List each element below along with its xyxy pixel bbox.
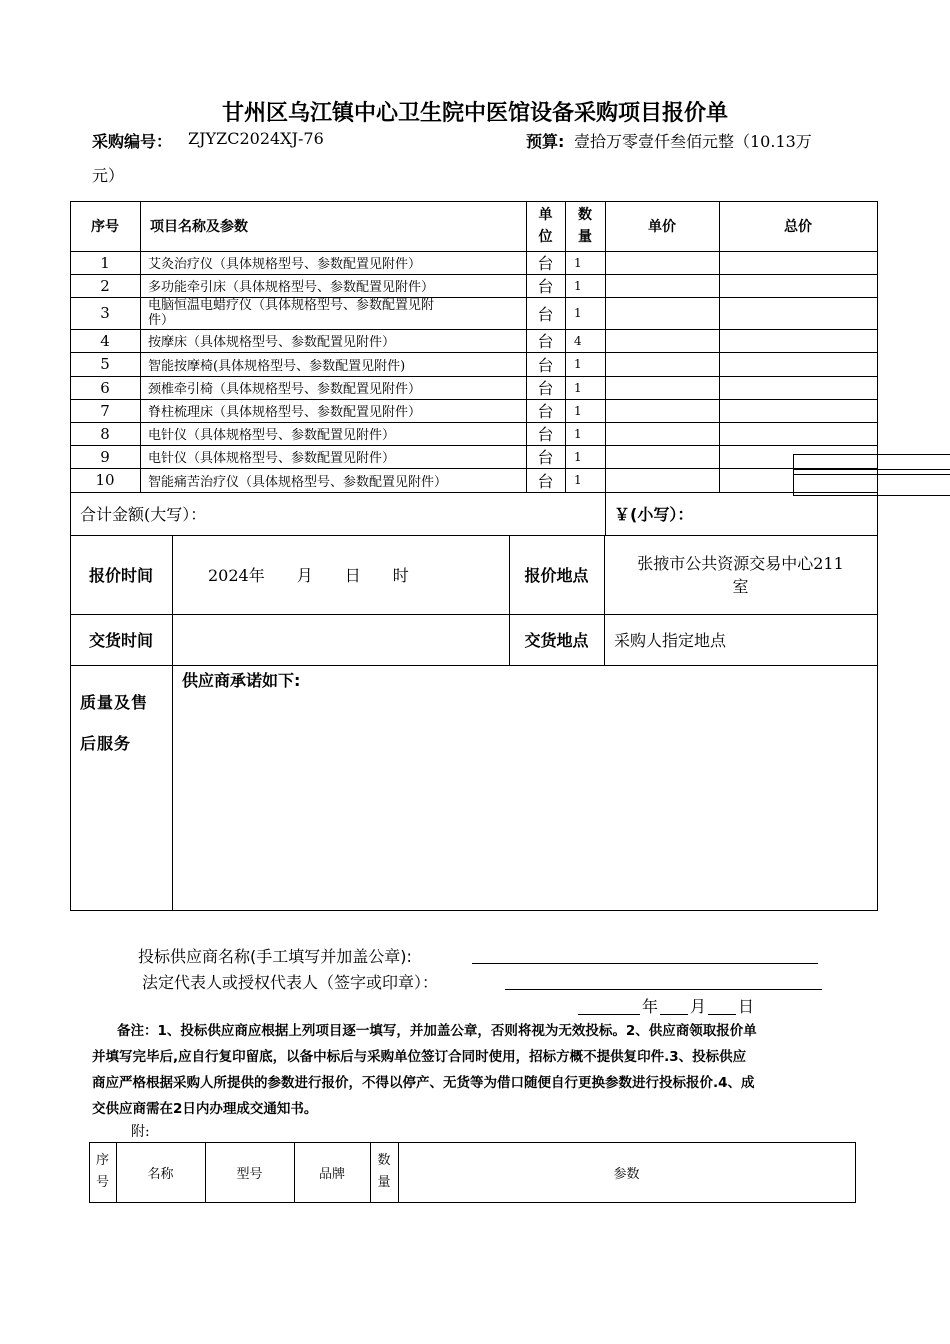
row-name: 电针仪（具体规格型号、参数配置见附件） bbox=[148, 451, 396, 466]
row-qty: 1 bbox=[574, 380, 582, 395]
row-unit: 台 bbox=[537, 471, 554, 491]
header-no: 序号 bbox=[91, 219, 119, 235]
row-unit: 台 bbox=[537, 277, 554, 296]
supplier-label: 投标供应商名称(手工填写并加盖公章): bbox=[138, 947, 412, 966]
service-promise: 供应商承诺如下: bbox=[182, 671, 301, 690]
row-no: 3 bbox=[100, 304, 110, 322]
row-no: 4 bbox=[100, 331, 110, 350]
header-unit: 单 位 bbox=[538, 207, 553, 245]
appendix-label: 附: bbox=[131, 1124, 150, 1140]
year-label: 年 bbox=[642, 997, 659, 1016]
code-value: ZJYZC2024XJ-76 bbox=[188, 129, 324, 148]
row-qty: 1 bbox=[574, 255, 582, 270]
row-qty: 1 bbox=[574, 306, 582, 320]
row-no: 9 bbox=[100, 447, 110, 466]
quote-place-label: 报价地点 bbox=[524, 566, 589, 585]
rep-signature-line[interactable] bbox=[505, 989, 822, 990]
row-qty: 1 bbox=[574, 278, 582, 293]
row-qty: 1 bbox=[574, 426, 582, 441]
appendix-header-no: 序 号 bbox=[95, 1153, 109, 1190]
row-qty: 1 bbox=[574, 449, 582, 464]
row-no: 7 bbox=[100, 401, 110, 420]
day-line[interactable] bbox=[708, 1014, 736, 1015]
appendix-header-name: 名称 bbox=[147, 1166, 174, 1182]
day-label: 日 bbox=[738, 997, 755, 1016]
code-label: 采购编号： bbox=[92, 132, 173, 151]
row-unit: 台 bbox=[537, 304, 554, 324]
appendix-header-params: 参数 bbox=[613, 1166, 640, 1182]
header-qty: 数 量 bbox=[578, 207, 592, 245]
notes: 备注：1、投标供应商应根据上列项目逐一填写，并加盖公章，否则将视为无效投标。2、供应商领取报价单 并填写完毕后,应自行复印留底，以备中标后与采购单位签订合同时使用，招标方概不提供复印件.3、投标供应 商应严格根据采购人所提供的参数进行报价，不得以停产、无货等为借口随便自行更换参数进行投标报价.4、成 交供应商需在2日内办理成交通知书。 bbox=[92, 1023, 757, 1117]
row-name: 智能痛苦治疗仪（具体规格型号、参数配置见附件） bbox=[148, 474, 448, 490]
row-qty: 1 bbox=[574, 473, 582, 487]
year-line[interactable] bbox=[578, 1014, 640, 1015]
row-unit: 台 bbox=[537, 254, 554, 273]
row-unit: 台 bbox=[537, 425, 554, 444]
budget-label: 预算: bbox=[526, 132, 565, 151]
header-price: 单价 bbox=[648, 219, 676, 235]
row-name: 多功能牵引床（具体规格型号、参数配置见附件） bbox=[148, 280, 435, 295]
header-name: 项目名称及参数 bbox=[150, 219, 248, 235]
rep-label: 法定代表人或授权代表人（签字或印章）： bbox=[142, 973, 439, 992]
delivery-time-label: 交货时间 bbox=[88, 631, 153, 650]
row-name: 智能按摩椅(具体规格型号、参数配置见附件) bbox=[148, 358, 406, 374]
quote-time-label: 报价时间 bbox=[88, 566, 153, 585]
month-line[interactable] bbox=[660, 1014, 688, 1015]
stray-box bbox=[793, 454, 950, 496]
appendix-header-brand: 品牌 bbox=[318, 1166, 345, 1182]
row-unit: 台 bbox=[537, 448, 554, 467]
row-no: 1 bbox=[100, 253, 110, 272]
total-upper-label: 合计金额(大写）： bbox=[80, 505, 207, 524]
row-no: 5 bbox=[100, 355, 110, 373]
row-qty: 4 bbox=[574, 333, 582, 348]
budget-value: 壹拾万零壹仟叁佰元整（10.13万 bbox=[574, 132, 812, 151]
delivery-place-label: 交货地点 bbox=[524, 631, 589, 650]
row-name: 颈椎牵引椅（具体规格型号、参数配置见附件） bbox=[148, 382, 422, 397]
service-label: 质量及售 后服务 bbox=[80, 693, 149, 753]
header-total: 总价 bbox=[784, 219, 812, 235]
appendix-header-model: 型号 bbox=[236, 1166, 263, 1182]
row-qty: 1 bbox=[574, 357, 582, 371]
row-name: 电脑恒温电蜡疗仪（具体规格型号、参数配置见附 件） bbox=[148, 298, 435, 328]
row-name: 艾灸治疗仪（具体规格型号、参数配置见附件） bbox=[148, 257, 422, 272]
row-name: 按摩床（具体规格型号、参数配置见附件） bbox=[148, 335, 396, 350]
row-unit: 台 bbox=[537, 355, 554, 375]
month-label: 月 bbox=[690, 997, 707, 1016]
row-no: 8 bbox=[100, 424, 110, 443]
row-unit: 台 bbox=[537, 402, 554, 421]
budget-value-cont: 元） bbox=[92, 166, 125, 185]
row-unit: 台 bbox=[537, 379, 554, 398]
appendix-header-qty: 数 量 bbox=[377, 1153, 391, 1190]
row-no: 2 bbox=[100, 276, 110, 295]
supplier-signature-line[interactable] bbox=[472, 963, 818, 964]
total-lower-label: ￥(小写）： bbox=[614, 505, 694, 524]
quote-time-value: 2024年 月 日 时 bbox=[208, 566, 409, 585]
row-unit: 台 bbox=[537, 332, 554, 351]
delivery-place-value: 采购人指定地点 bbox=[614, 631, 727, 650]
row-no: 10 bbox=[95, 471, 115, 489]
row-no: 6 bbox=[100, 378, 110, 397]
row-name: 电针仪（具体规格型号、参数配置见附件） bbox=[148, 428, 396, 443]
row-qty: 1 bbox=[574, 403, 582, 418]
page-title: 甘州区乌江镇中心卫生院中医馆设备采购项目报价单 bbox=[221, 101, 728, 126]
quote-place-value: 张掖市公共资源交易中心211 室 bbox=[637, 554, 844, 596]
row-name: 脊柱梳理床（具体规格型号、参数配置见附件） bbox=[148, 405, 422, 420]
